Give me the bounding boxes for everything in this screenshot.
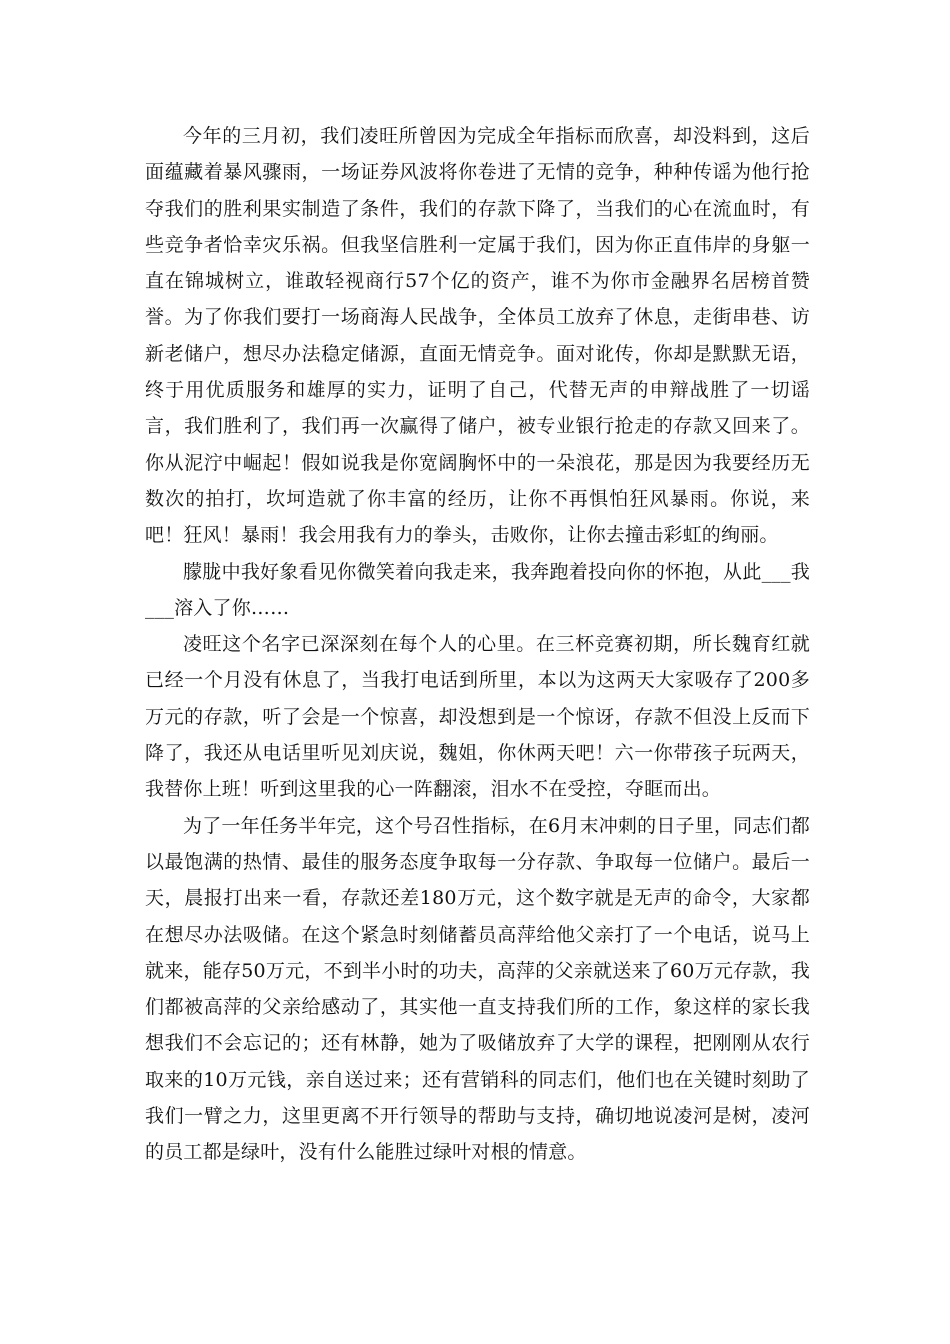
paragraph-3: 凌旺这个名字已深深刻在每个人的心里。在三杯竞赛初期，所长魏育红就已经一个月没有休息了，当我打电话到所里，本以为这两天大家吸存了200多万元的存款，听了会是一个惊喜，却没想到是一个惊讶，存款不但没上反而下降了，我还从电话里听见刘庆说，魏姐，你休两天吧！六一你带孩子玩两天，我替你上班！听到这里我的心一阵翻滚，泪水不在受控，夺眶而出。 xyxy=(145,633,810,801)
document-body xyxy=(145,118,810,1171)
paragraph-1: 今年的三月初，我们凌旺所曾因为完成全年指标而欣喜，却没料到，这后面蕴藏着暴风骤雨，一场证券风波将你卷进了无情的竞争，种种传谣为他行抢夺我们的胜利果实制造了条件，我们的存款下降了，当我们的心在流血时，有些竞争者恰幸灾乐祸。但我坚信胜利一定属于我们，因为你正直伟岸的身躯一直在锦城树立，谁敢轻视商行57个亿的资产，谁不为你市金融界名居榜首赞誉。为了你我们要打一场商海人民战争，全体员工放弃了休息，走街串巷、访新老储户，想尽办法稳定储源，直面无情竞争。面对讹传，你却是默默无语，终于用优质服务和雄厚的实力，证明了自己，代替无声的申辩战胜了一切谣言，我们胜利了，我们再一次赢得了储户，被专业银行抢走的存款又回来了。你从泥泞中崛起！假如说我是你宽阔胸怀中的一朵浪花，那是因为我要经历无数次的拍打，坎坷造就了你丰富的经历，让你不再惧怕狂风暴雨。你说，来吧！狂风！暴雨！我会用我有力的拳头，击败你，让你去撞击彩虹的绚丽。 xyxy=(145,125,810,547)
paragraph-4: 为了一年任务半年完，这个号召性指标，在6月末冲刺的日子里，同志们都以最饱满的热情、最佳的服务态度争取每一分存款、争取每一位储户。最后一天，晨报打出来一看，存款还差180万元，这个数字就是无声的命令，大家都在想尽办法吸储。在这个紧急时刻储蓄员高萍给他父亲打了一个电话，说马上就来，能存50万元，不到半小时的功夫，高萍的父亲就送来了60万元存款，我们都被高萍的父亲给感动了，其实他一直支持我们所的工作，象这样的家长我想我们不会忘记的；还有林静，她为了吸储放弃了大学的课程，把刚刚从农行取来的10万元钱，亲自送过来；还有营销科的同志们，他们也在关键时刻助了我们一臂之力，这里更离不开行领导的帮助与支持，确切地说凌河是树，凌河的员工都是绿叶，没有什么能胜过绿叶对根的情意。 xyxy=(145,814,810,1164)
paragraph-2: 朦胧中我好象看见你微笑着向我走来，我奔跑着投向你的怀抱，从此___我___溶入了你…… xyxy=(145,560,810,619)
